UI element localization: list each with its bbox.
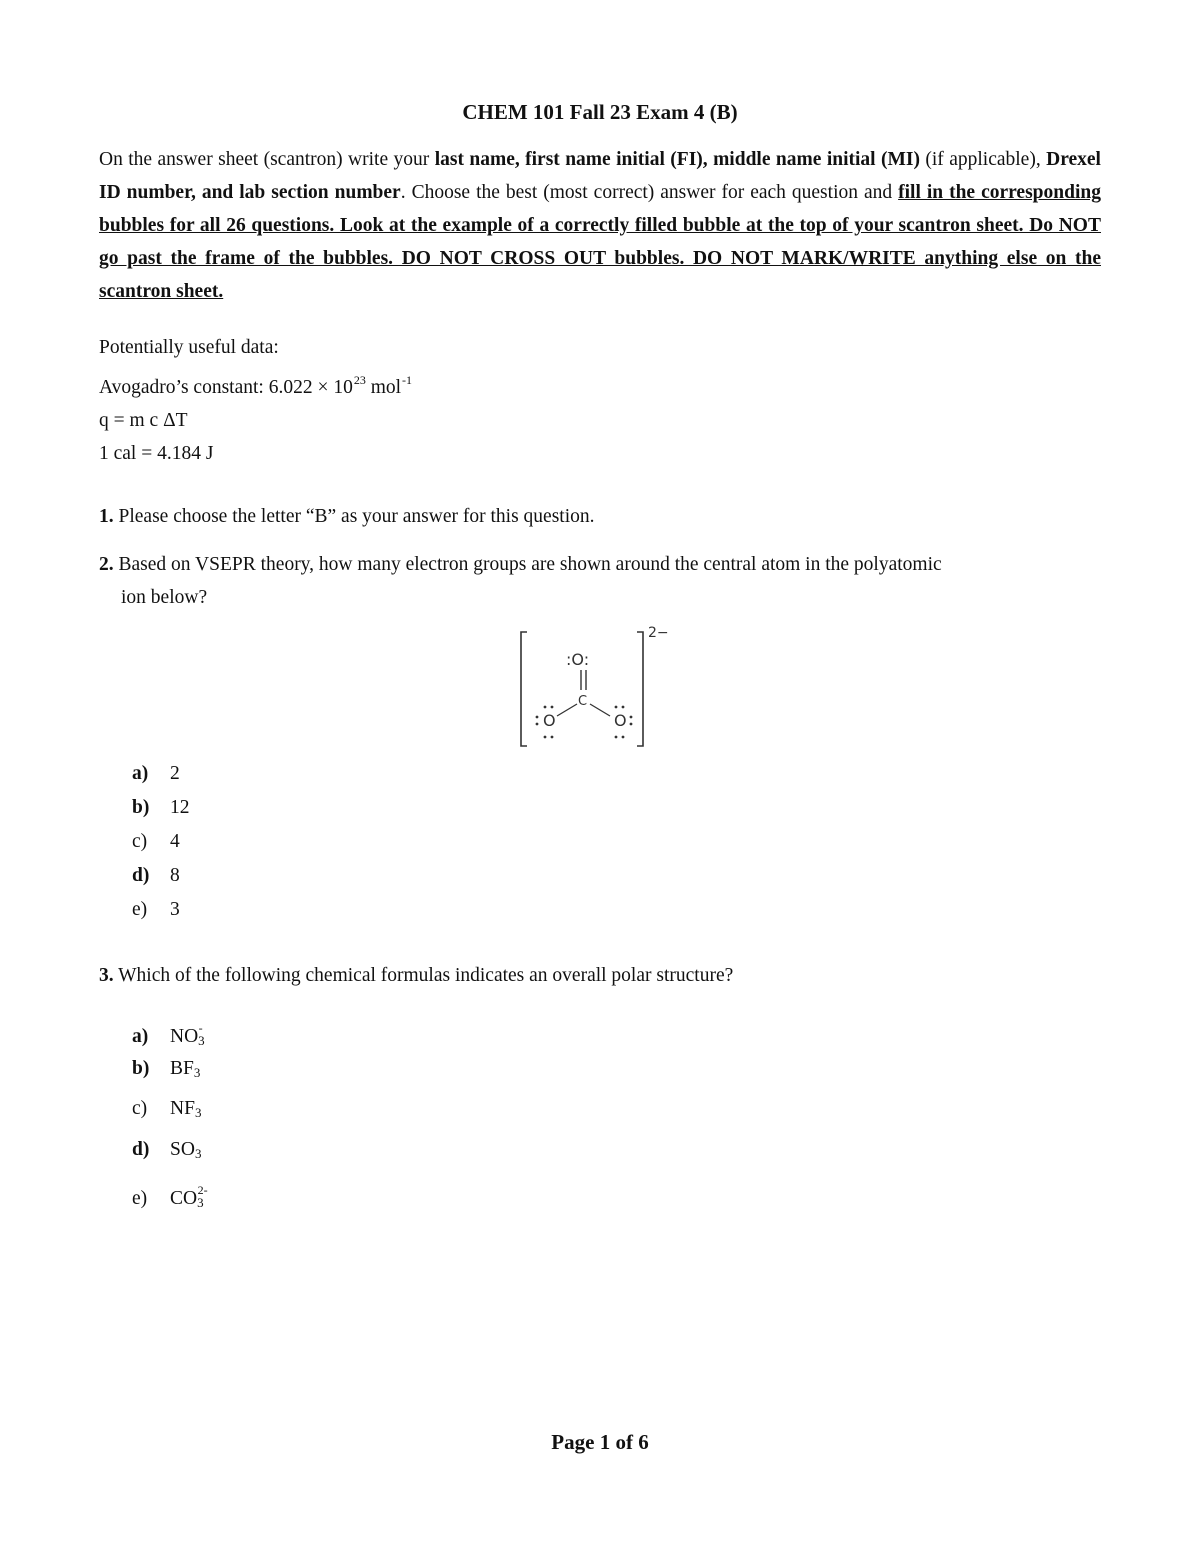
question-3-number: 3.	[99, 965, 114, 986]
instructions-text-1: On the answer sheet (scantron) write your	[99, 149, 435, 170]
question-1	[99, 500, 595, 533]
formula-base: BF	[170, 1057, 194, 1079]
formula-base: NO	[170, 1026, 199, 1047]
left-bracket	[521, 632, 527, 746]
calorie-conversion: 1 cal = 4.184 J	[99, 443, 214, 464]
option-letter: a)	[132, 1026, 149, 1047]
question-3-options	[132, 1008, 208, 1211]
question-3-option-d	[132, 1130, 208, 1171]
carbon-atom: C	[578, 694, 588, 709]
option-letter: c)	[132, 1098, 148, 1119]
lone-pair-dot	[551, 706, 554, 709]
question-3	[99, 959, 733, 992]
heat-equation: q = m c ΔT	[99, 410, 188, 431]
question-2-options	[132, 757, 190, 927]
useful-data-block	[99, 331, 412, 470]
exam-title: CHEM 101 Fall 23 Exam 4 (B)	[462, 100, 738, 124]
formula-base: NF	[170, 1098, 195, 1119]
useful-data-heading: Potentially useful data:	[99, 337, 279, 358]
lone-pair-dot	[551, 736, 554, 739]
option-value: 2	[170, 763, 180, 784]
page-number-footer: Page 1 of 6	[551, 1430, 649, 1454]
formula-base: CO	[170, 1188, 198, 1209]
lone-pair-dot	[622, 706, 625, 709]
lone-pair-dot	[536, 716, 539, 719]
instructions-bold-1: last name, first name initial (FI), middle name initial (MI)	[434, 149, 920, 170]
top-oxygen: :O:	[566, 650, 590, 669]
right-oxygen: O	[614, 711, 627, 730]
option-value: 12	[170, 797, 190, 818]
formula-base: SO	[170, 1138, 195, 1160]
option-letter: a)	[132, 763, 149, 784]
option-letter: c)	[132, 831, 148, 852]
lone-pair-dot	[630, 716, 633, 719]
question-3-option-a	[132, 1008, 208, 1049]
carbonate-lewis-structure	[515, 620, 685, 750]
question-2-text: Based on VSEPR theory, how many electron groups are shown around the central atom in the polyatomic	[113, 554, 942, 575]
lone-pair-dot	[630, 723, 633, 726]
formula-charge: -	[198, 1021, 203, 1035]
avogadro-unit-exponent: -1	[402, 373, 413, 387]
option-value: 8	[170, 865, 180, 886]
instructions-text-2: (if applicable),	[919, 149, 1047, 170]
question-2-option-d	[132, 859, 190, 893]
question-1-text: Please choose the letter “B” as your answer for this question.	[113, 506, 595, 527]
formula-charge: 2-	[197, 1183, 208, 1197]
left-oxygen: O	[543, 711, 556, 730]
option-value: 3	[170, 899, 180, 920]
ion-charge: 2−	[648, 625, 669, 641]
instructions-paragraph	[99, 143, 1101, 308]
option-letter: e)	[132, 899, 148, 920]
option-value: 4	[170, 831, 180, 852]
question-2	[99, 548, 942, 581]
question-3-option-c	[132, 1089, 208, 1130]
option-letter: e)	[132, 1188, 148, 1209]
question-2-text-continued: ion below?	[121, 587, 208, 608]
avogadro-unit: mol	[365, 377, 402, 398]
lone-pair-dot	[615, 736, 618, 739]
instructions-bold-2: Drexel ID number, and lab section number	[99, 149, 1101, 203]
lone-pair-dot	[622, 736, 625, 739]
lone-pair-dot	[536, 723, 539, 726]
single-bond-right	[590, 704, 610, 716]
question-3-option-e	[132, 1170, 208, 1211]
question-1-number: 1.	[99, 506, 114, 527]
lone-pair-dot	[544, 736, 547, 739]
option-letter: d)	[132, 865, 150, 886]
lone-pair-dot	[615, 706, 618, 709]
question-3-text: Which of the following chemical formulas indicates an overall polar structure?	[113, 965, 734, 986]
formula-subscript: 3	[194, 1105, 202, 1120]
option-letter: b)	[132, 797, 150, 818]
single-bond-left	[557, 704, 577, 716]
avogadro-constant	[99, 364, 412, 404]
option-letter: b)	[132, 1057, 150, 1079]
avogadro-exponent: 23	[353, 373, 366, 387]
question-2-number: 2.	[99, 554, 114, 575]
right-bracket	[637, 632, 643, 746]
question-2-option-e	[132, 893, 190, 927]
question-2-option-c	[132, 825, 190, 859]
avogadro-label: Avogadro’s constant: 6.022 × 10	[99, 377, 353, 398]
lone-pair-dot	[544, 706, 547, 709]
formula-subscript: 3	[194, 1145, 202, 1161]
question-2-option-a	[132, 757, 190, 791]
option-letter: d)	[132, 1138, 150, 1160]
instructions-underlined: fill in the corresponding bubbles for all 26 questions. Look at the example of a correctly filled bubble at the top of your scantron sheet. Do NOT go past the frame of the bubbles. DO NOT CROSS OUT bubbles. DO NOT MARK/WRITE anything else on the scantron sheet.	[99, 182, 1101, 302]
formula-subscript: 3	[197, 1195, 204, 1210]
formula-subscript: 3	[193, 1064, 201, 1080]
instructions-text-3: . Choose the best (most correct) answer for each question and	[400, 182, 899, 203]
question-3-option-b	[132, 1049, 208, 1090]
question-2-option-b	[132, 791, 190, 825]
formula-subscript: 3	[198, 1033, 205, 1048]
